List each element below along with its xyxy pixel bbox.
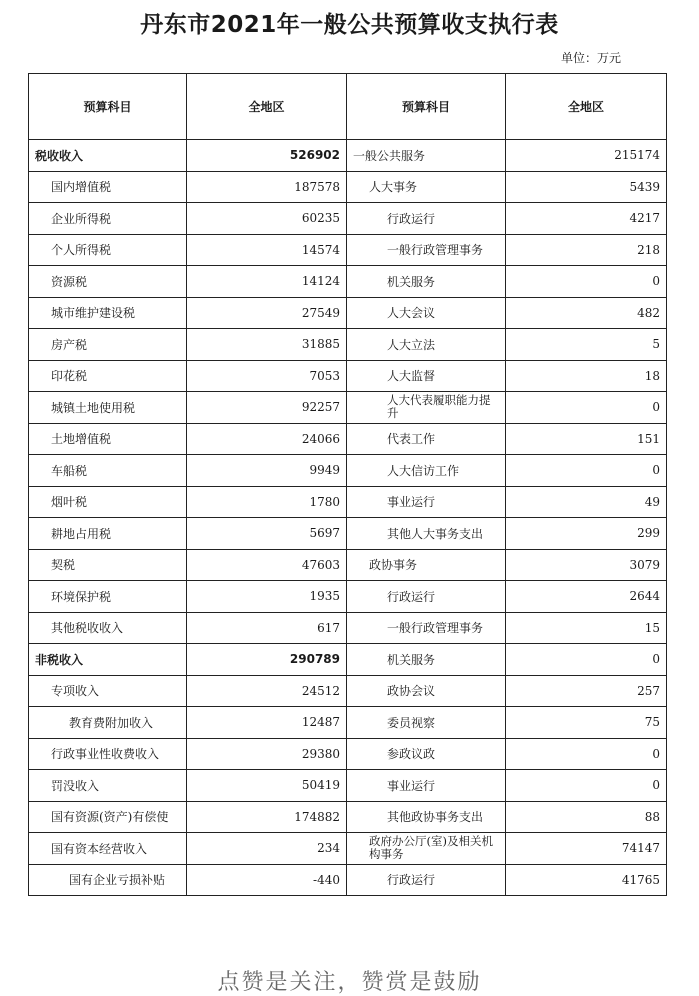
table-row <box>29 738 667 770</box>
header-right-subject: 预算科目 <box>347 74 506 140</box>
expense-amount: 0 <box>506 266 667 298</box>
table-row <box>29 455 667 487</box>
table-row <box>29 171 667 203</box>
expense-amount: 15 <box>506 612 667 644</box>
income-amount: 14574 <box>187 234 347 266</box>
table-row <box>29 612 667 644</box>
table-row <box>29 801 667 833</box>
income-amount: -440 <box>187 864 347 896</box>
expense-subject: 其他政协事务支出 <box>347 801 506 833</box>
expense-amount: 299 <box>506 518 667 550</box>
income-subject: 城镇土地使用税 <box>29 392 187 424</box>
table-row <box>29 770 667 802</box>
expense-subject: 行政运行 <box>347 203 506 235</box>
footer-text: 点赞是关注，赞赏是鼓励 <box>217 970 482 995</box>
table-row <box>29 707 667 739</box>
income-amount: 24512 <box>187 675 347 707</box>
page-title: 丹东市2021年一般公共预算收支执行表 <box>140 12 559 38</box>
income-subject: 房产税 <box>29 329 187 361</box>
expense-subject: 人大信访工作 <box>347 455 506 487</box>
income-amount: 27549 <box>187 297 347 329</box>
income-subject: 城市维护建设税 <box>29 297 187 329</box>
income-subject: 印花税 <box>29 360 187 392</box>
income-amount: 92257 <box>187 392 347 424</box>
income-amount: 526902 <box>187 140 347 172</box>
expense-amount: 18 <box>506 360 667 392</box>
expense-amount: 151 <box>506 423 667 455</box>
table-row <box>29 266 667 298</box>
income-subject: 契税 <box>29 549 187 581</box>
unit-label: 单位：万元 <box>560 51 621 65</box>
expense-subject: 机关服务 <box>347 644 506 676</box>
expense-subject: 政府办公厅(室)及相关机构事务 <box>347 833 506 865</box>
expense-subject: 人大代表履职能力提升 <box>347 392 506 424</box>
income-subject: 土地增值税 <box>29 423 187 455</box>
expense-amount: 88 <box>506 801 667 833</box>
expense-amount: 3079 <box>506 549 667 581</box>
income-subject: 国内增值税 <box>29 171 187 203</box>
income-amount: 29380 <box>187 738 347 770</box>
budget-table <box>28 73 667 896</box>
income-amount: 31885 <box>187 329 347 361</box>
expense-amount: 2644 <box>506 581 667 613</box>
table-row <box>29 234 667 266</box>
table-row <box>29 833 667 865</box>
expense-amount: 215174 <box>506 140 667 172</box>
expense-amount: 5439 <box>506 171 667 203</box>
table-row <box>29 423 667 455</box>
expense-amount: 0 <box>506 738 667 770</box>
table-row <box>29 518 667 550</box>
income-subject: 教育费附加收入 <box>29 707 187 739</box>
income-subject: 其他税收收入 <box>29 612 187 644</box>
expense-subject: 事业运行 <box>347 486 506 518</box>
income-amount: 174882 <box>187 801 347 833</box>
income-subject: 环境保护税 <box>29 581 187 613</box>
expense-subject: 行政运行 <box>347 581 506 613</box>
income-amount: 187578 <box>187 171 347 203</box>
expense-amount: 0 <box>506 770 667 802</box>
expense-amount: 0 <box>506 392 667 424</box>
expense-subject: 政协会议 <box>347 675 506 707</box>
expense-amount: 75 <box>506 707 667 739</box>
income-subject: 专项收入 <box>29 675 187 707</box>
table-row <box>29 392 667 424</box>
table-row <box>29 486 667 518</box>
expense-amount: 482 <box>506 297 667 329</box>
table-row <box>29 329 667 361</box>
expense-subject: 人大监督 <box>347 360 506 392</box>
income-amount: 14124 <box>187 266 347 298</box>
expense-amount: 218 <box>506 234 667 266</box>
income-subject: 非税收入 <box>29 644 187 676</box>
expense-amount: 4217 <box>506 203 667 235</box>
expense-subject: 一般行政管理事务 <box>347 234 506 266</box>
income-subject: 车船税 <box>29 455 187 487</box>
income-amount: 234 <box>187 833 347 865</box>
table-row <box>29 203 667 235</box>
expense-amount: 257 <box>506 675 667 707</box>
table-row <box>29 675 667 707</box>
expense-amount: 74147 <box>506 833 667 865</box>
table-row <box>29 360 667 392</box>
income-amount: 50419 <box>187 770 347 802</box>
income-subject: 资源税 <box>29 266 187 298</box>
expense-subject: 人大事务 <box>347 171 506 203</box>
expense-subject: 事业运行 <box>347 770 506 802</box>
expense-subject: 机关服务 <box>347 266 506 298</box>
expense-subject: 政协事务 <box>347 549 506 581</box>
income-amount: 290789 <box>187 644 347 676</box>
table-row <box>29 140 667 172</box>
income-subject: 耕地占用税 <box>29 518 187 550</box>
income-subject: 个人所得税 <box>29 234 187 266</box>
expense-amount: 0 <box>506 644 667 676</box>
table-row <box>29 549 667 581</box>
income-subject: 国有资源(资产)有偿使 <box>29 801 187 833</box>
income-amount: 47603 <box>187 549 347 581</box>
expense-amount: 49 <box>506 486 667 518</box>
expense-subject: 其他人大事务支出 <box>347 518 506 550</box>
table-row <box>29 581 667 613</box>
table-body <box>29 140 667 896</box>
expense-amount: 41765 <box>506 864 667 896</box>
table-row <box>29 644 667 676</box>
expense-subject: 行政运行 <box>347 864 506 896</box>
income-subject: 行政事业性收费收入 <box>29 738 187 770</box>
income-subject: 税收收入 <box>29 140 187 172</box>
income-amount: 1935 <box>187 581 347 613</box>
expense-amount: 5 <box>506 329 667 361</box>
income-amount: 617 <box>187 612 347 644</box>
expense-subject: 参政议政 <box>347 738 506 770</box>
income-subject: 国有企业亏损补贴 <box>29 864 187 896</box>
expense-subject: 代表工作 <box>347 423 506 455</box>
expense-subject: 一般行政管理事务 <box>347 612 506 644</box>
income-amount: 9949 <box>187 455 347 487</box>
income-amount: 24066 <box>187 423 347 455</box>
table-row <box>29 297 667 329</box>
expense-subject: 委员视察 <box>347 707 506 739</box>
income-subject: 企业所得税 <box>29 203 187 235</box>
header-right-amount: 全地区 <box>506 74 667 140</box>
expense-subject: 一般公共服务 <box>347 140 506 172</box>
income-subject: 国有资本经营收入 <box>29 833 187 865</box>
expense-amount: 0 <box>506 455 667 487</box>
header-left-amount: 全地区 <box>187 74 347 140</box>
table-row <box>29 864 667 896</box>
income-amount: 60235 <box>187 203 347 235</box>
table-header-row <box>29 74 667 140</box>
header-left-subject: 预算科目 <box>29 74 187 140</box>
expense-subject: 人大立法 <box>347 329 506 361</box>
income-amount: 1780 <box>187 486 347 518</box>
income-amount: 7053 <box>187 360 347 392</box>
expense-subject: 人大会议 <box>347 297 506 329</box>
income-amount: 12487 <box>187 707 347 739</box>
income-amount: 5697 <box>187 518 347 550</box>
income-subject: 罚没收入 <box>29 770 187 802</box>
income-subject: 烟叶税 <box>29 486 187 518</box>
